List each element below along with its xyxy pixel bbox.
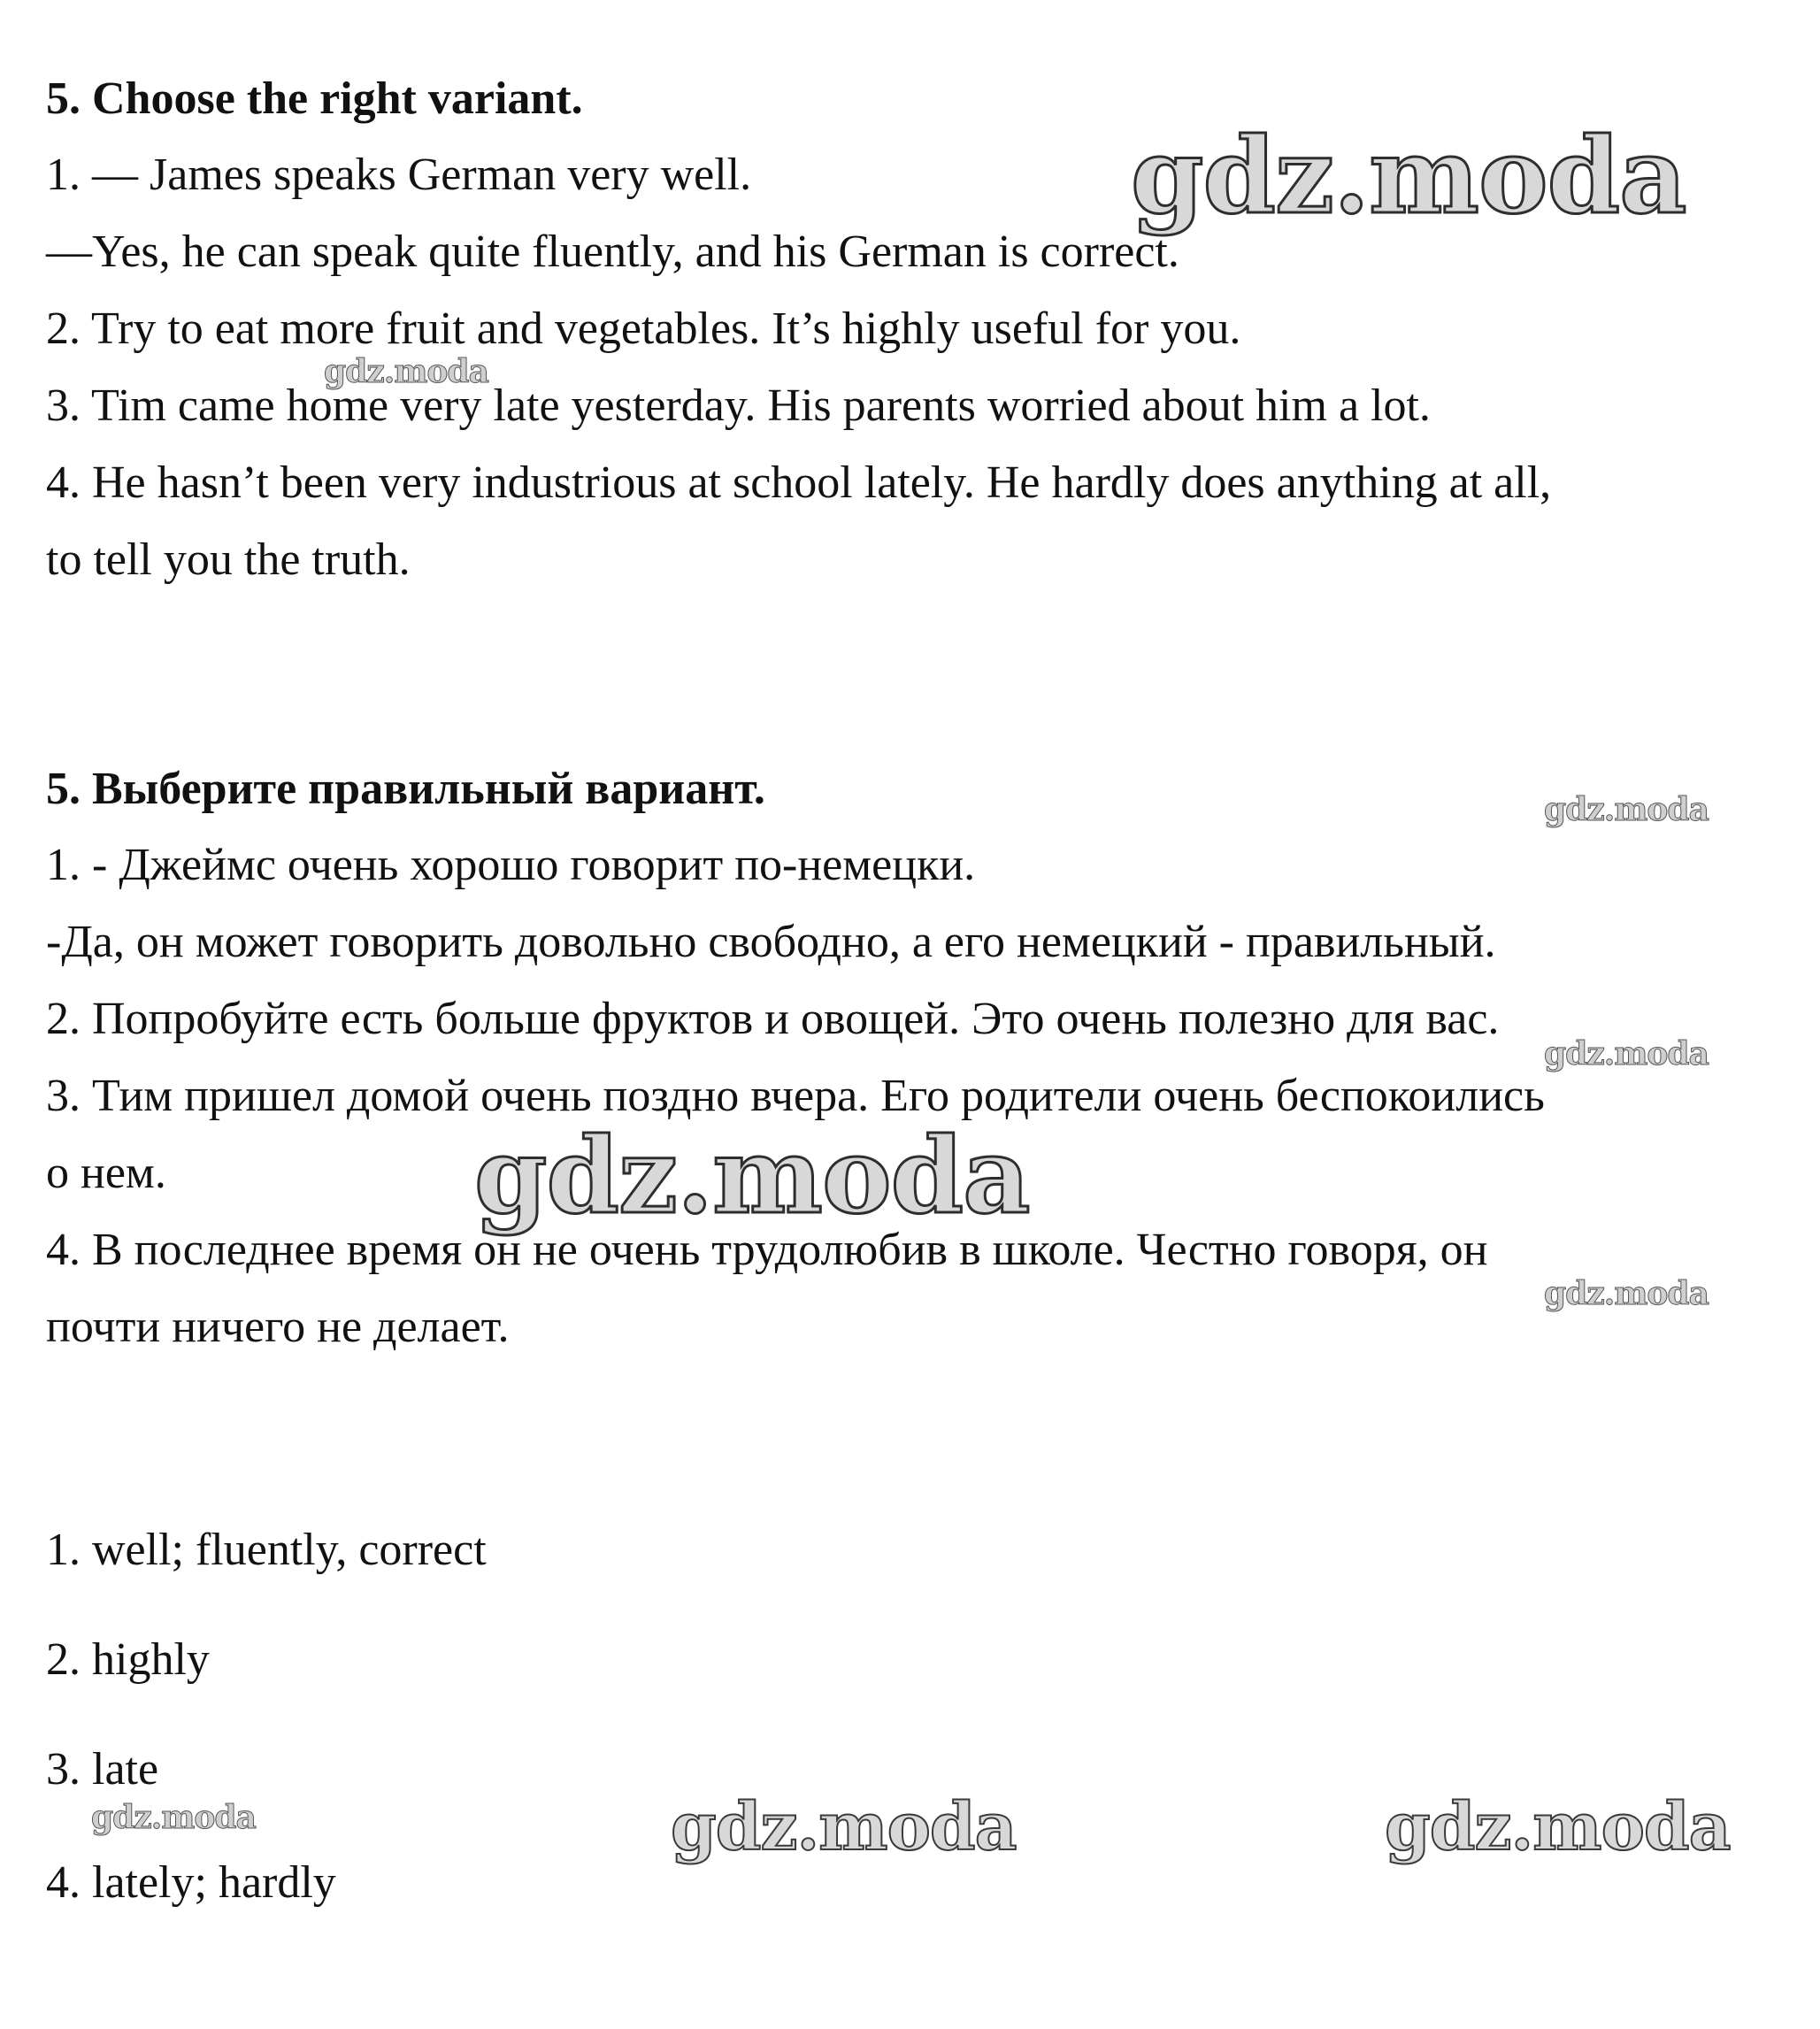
watermark-logo: gdz.moda <box>1544 1275 1709 1312</box>
watermark-logo: gdz.moda <box>91 1799 256 1836</box>
russian-line-1: 1. - Джеймс очень хорошо говорит по-немецки. <box>46 840 976 890</box>
russian-line-5: о нем. <box>46 1148 166 1198</box>
russian-line-7: почти ничего не делает. <box>46 1302 510 1352</box>
russian-line-2: -Да, он может говорить довольно свободно, а его немецкий - правильный. <box>46 917 1496 967</box>
russian-heading: 5. Выберите правильный вариант. <box>46 764 765 814</box>
watermark-logo: gdz.moda <box>1544 1035 1709 1072</box>
answer-2: 2. highly <box>46 1634 210 1685</box>
watermark-logo: gdz.moda <box>474 1114 1030 1237</box>
english-line-1: 1. — James speaks German very well. <box>46 150 752 200</box>
english-line-5: 4. He hasn’t been very industrious at school lately. He hardly does anything at all, <box>46 457 1552 508</box>
watermark-logo: gdz.moda <box>1131 114 1686 237</box>
watermark-logo: gdz.moda <box>1385 1789 1731 1865</box>
english-line-6: to tell you the truth. <box>46 534 411 585</box>
answer-4: 4. lately; hardly <box>46 1857 336 1908</box>
english-line-3: 2. Try to eat more fruit and vegetables. It’s highly useful for you. <box>46 304 1241 354</box>
english-line-4: 3. Tim came home very late yesterday. His parents worried about him a lot. <box>46 380 1431 431</box>
russian-line-6: 4. В последнее время он не очень трудолюбив в школе. Честно говоря, он <box>46 1225 1488 1275</box>
russian-line-3: 2. Попробуйте есть больше фруктов и овощей. Это очень полезно для вас. <box>46 994 1500 1044</box>
english-line-2: —Yes, he can speak quite fluently, and his German is correct. <box>46 227 1179 277</box>
answer-3: 3. late <box>46 1744 159 1795</box>
english-heading: 5. Choose the right variant. <box>46 73 583 124</box>
watermark-logo: gdz.moda <box>1544 791 1709 828</box>
watermark-logo: gdz.moda <box>671 1789 1017 1865</box>
answer-1: 1. well; fluently, correct <box>46 1525 487 1575</box>
watermark-logo: gdz.moda <box>324 353 488 390</box>
russian-line-4: 3. Тим пришел домой очень поздно вчера. Его родители очень беспокоились <box>46 1071 1545 1121</box>
